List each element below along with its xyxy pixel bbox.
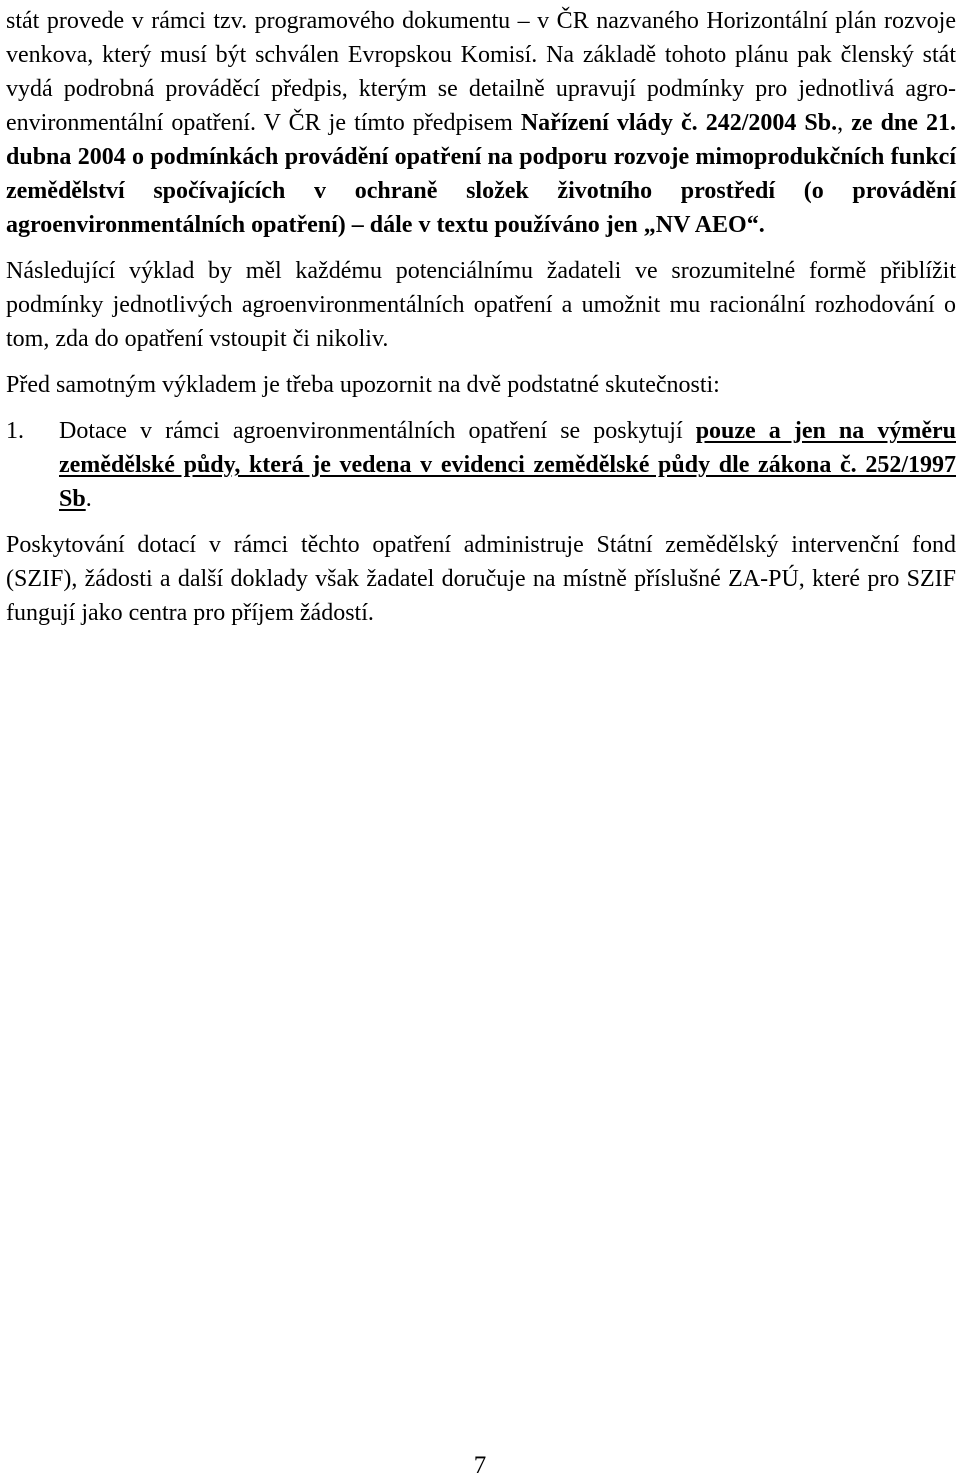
list-item-text-end: .	[85, 486, 92, 512]
list-item-emphasis: pouze a jen na výměru zemědělské půdy, která je vedena v evidenci zemědělské půdy dle zákona č. 252/1997 Sb	[59, 418, 956, 512]
paragraph-administration: Poskytování dotací v rámci těchto opatření administruje Státní zemědělský intervenční fond (SZIF), žádosti a další doklady však žadatel doručuje na místně příslušné ZA-PÚ, které pro SZIF fungují jako centra pro příjem žádostí.	[6, 532, 956, 626]
list-item-number: 1.	[6, 418, 24, 444]
page-number: 7	[473, 1452, 487, 1479]
paragraph-program-document	[6, 4, 956, 242]
list-item	[6, 414, 956, 516]
paragraph-text: ,	[837, 110, 852, 136]
regulation-reference: Nařízení vlády č. 242/2004 Sb.	[520, 110, 838, 136]
paragraph-intro-facts: Před samotným výkladem je třeba upozornit na dvě podstatné skutečnosti:	[6, 372, 720, 398]
list-item-text	[59, 414, 956, 516]
paragraph-text: stát provede v rámci tzv. programového dokumentu – v ČR nazvaného Horizontální plán rozvoje venkova, který musí být schválen Evropskou Komisí. Na základě tohoto plánu pak členský stát vydá podrobná prováděcí předpis, kterým se detailně upravují podmínky pro jednotlivá agro-environmentální opatření. V ČR je tímto předpisem	[6, 8, 956, 136]
paragraph-explanation: Následující výklad by měl každému potenciálnímu žadateli ve srozumitelné formě přiblížit podmínky jednotlivých agroenvironmentálních opatření a umožnit mu racionální rozhodování o tom, zda do opatření vstoupit či nikoliv.	[6, 258, 956, 352]
list-item-text-plain: Dotace v rámci agroenvironmentálních opatření se poskytují	[59, 418, 696, 444]
regulation-title: ze dne 21. dubna 2004 o podmínkách provádění opatření na podporu rozvoje mimoprodukčních funkcí zemědělství spočívajících v ochraně složek životního prostředí (o provádění agroenvironmentálních opatření) – dále v textu používáno jen „NV AEO“.	[6, 110, 956, 238]
document-page	[6, 0, 956, 630]
